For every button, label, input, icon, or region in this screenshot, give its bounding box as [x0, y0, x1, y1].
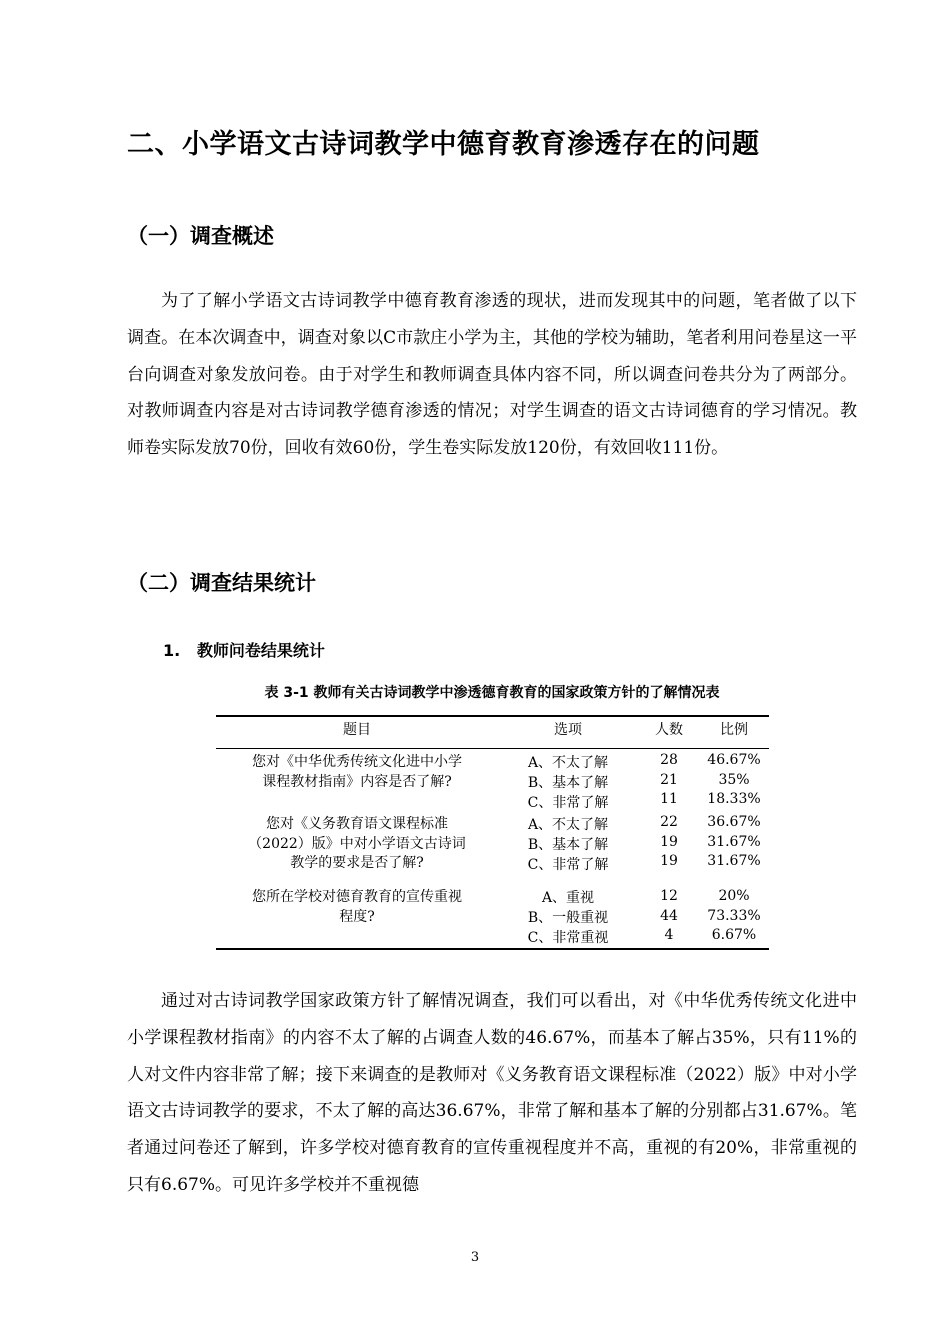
- table-counts-2: 22 19 19: [660, 814, 678, 869]
- table-caption: 表 3-1 教师有关古诗词教学中渗透德育教育的国家政策方针的了解情况表: [264, 685, 720, 701]
- teacher-results-heading: 1. 教师问卷结果统计: [163, 641, 325, 660]
- table-options-3: A、重视 B、一般重视 C、非常重视: [527, 890, 609, 946]
- table-options-1: A、不太了解 B、基本了解 C、非常了解: [527, 755, 609, 811]
- table-bottom-rule: [216, 948, 769, 950]
- table-ratios-1: 46.67% 35% 18.33%: [707, 752, 761, 807]
- section-title: 二、小学语文古诗词教学中德育教育渗透存在的问题: [127, 129, 760, 160]
- table-question-3: 您所在学校对德育教育的宣传重视 程度?: [252, 889, 462, 925]
- page-number: 3: [470, 1250, 480, 1265]
- table-counts-1: 28 21 11: [660, 752, 678, 807]
- subsection-title-results: （二）调查结果统计: [127, 571, 316, 595]
- table-question-1: 您对《中华优秀传统文化进中小学 课程教材指南》内容是否了解?: [252, 754, 462, 790]
- table-options-2: A、不太了解 B、基本了解 C、非常了解: [527, 817, 609, 873]
- subsection-title-overview: （一）调查概述: [127, 224, 274, 248]
- analysis-paragraph: 通过对古诗词教学国家政策方针了解情况调查，我们可以看出，对《中华优秀传统文化进中小学课程教材指南》的内容不太了解的占调查人数的46.67%，而基本了解占35%，只有11%的人对文件内容非常了解；接下来调查的是教师对《义务教育语文课程标准（2022）版》中对小学语文古诗词教学的要求，不太了解的高达36.67%，非常了解和基本了解的分别都占31.67%。笔者通过问卷还了解到，许多学校对德育教育的宣传重视程度并不高，重视的有20%，非常重视的只有6.67%。可见许多学校并不重视德: [127, 991, 857, 1195]
- table-header-question: 题目: [343, 722, 371, 738]
- table-header-option: 选项: [554, 722, 582, 738]
- table-header-ratio: 比例: [720, 722, 748, 738]
- table-header-rule: [216, 748, 769, 749]
- table-header-count: 人数: [655, 722, 683, 738]
- table-counts-3: 12 44 4: [660, 888, 678, 943]
- table-top-rule: [216, 715, 769, 717]
- overview-paragraph: 为了了解小学语文古诗词教学中德育教育渗透的现状，进而发现其中的问题，笔者做了以下调查。在本次调查中，调查对象以C市款庄小学为主，其他的学校为辅助，笔者利用问卷星这一平台向调查对象发放问卷。由于对学生和教师调查具体内容不同，所以调查问卷共分为了两部分。对教师调查内容是对古诗词教学德育渗透的情况；对学生调查的语文古诗词德育的学习情况。教师卷实际发放70份，回收有效60份，学生卷实际发放120份，有效回收111份。: [127, 291, 857, 459]
- table-ratios-2: 36.67% 31.67% 31.67%: [707, 814, 761, 869]
- table-ratios-3: 20% 73.33% 6.67%: [707, 888, 761, 943]
- table-question-2: 您对《义务教育语文课程标准 （2022）版》中对小学语文古诗词 教学的要求是否了解?: [248, 816, 466, 871]
